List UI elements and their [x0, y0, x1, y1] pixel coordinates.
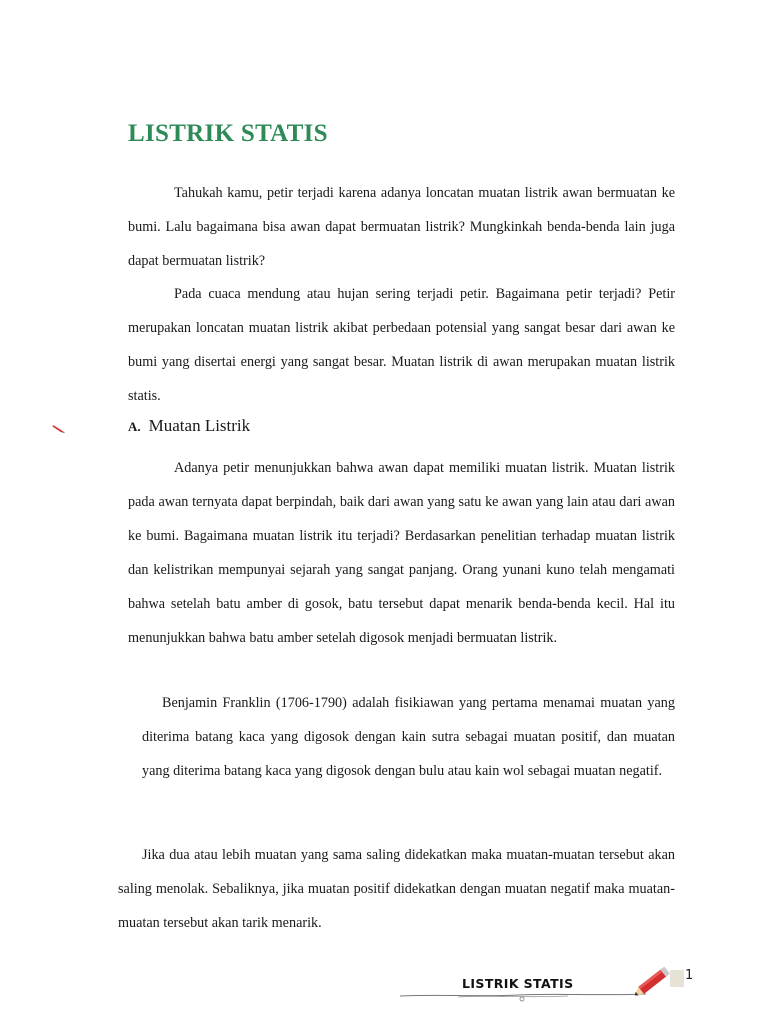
page-number: 1: [685, 968, 694, 983]
page-number-box: [670, 970, 684, 987]
intro-paragraph-2: Pada cuaca mendung atau hujan sering terjadi petir. Bagaimana petir terjadi? Petir merupakan loncatan muatan listrik akibat perbedaan potensial yang sangat besar dari awan ke bumi yang disertai energi yang sangat besar. Muatan listrik di awan merupakan muatan listrik statis.: [128, 286, 675, 404]
section-heading: [128, 416, 250, 436]
document-title: LISTRIK STATIS: [128, 120, 328, 147]
footer-title: LISTRIK STATIS: [462, 976, 574, 991]
section-letter: A.: [128, 419, 141, 434]
pencil-bullet-icon: [52, 423, 66, 433]
intro-paragraph-1: Tahukah kamu, petir terjadi karena adanya loncatan muatan listrik awan bermuatan ke bumi. Lalu bagaimana bisa awan dapat bermuatan listrik? Mungkinkah benda-benda lain juga dapat bermuatan listrik?: [128, 185, 675, 269]
section-title: Muatan Listrik: [148, 416, 251, 435]
section-a-paragraph-2: Benjamin Franklin (1706-1790) adalah fisikiawan yang pertama menamai muatan yang diterima batang kaca yang digosok dengan kain sutra sebagai muatan positif, dan muatan yang diterima batang kaca yang digosok dengan bulu atau kain wol sebagai muatan negatif.: [142, 695, 675, 779]
section-a-paragraph-1: Adanya petir menunjukkan bahwa awan dapat memiliki muatan listrik. Muatan listrik pada awan ternyata dapat berpindah, baik dari awan yang satu ke awan yang lain atau dari awan ke bumi. Bagaimana muatan listrik itu terjadi? Berdasarkan penelitian terhadap muatan listrik dan kelistrikan mempunyai sejarah yang sangat panjang. Orang yunani kuno telah mengamati bahwa setelah batu amber di gosok, batu tersebut dapat menarik benda-benda kecil. Hal itu menunjukkan bahwa batu amber setelah digosok menjadi bermuatan listrik.: [128, 460, 675, 646]
section-a-paragraph-3: Jika dua atau lebih muatan yang sama saling didekatkan maka muatan-muatan tersebut akan saling menolak. Sebaliknya, jika muatan positif didekatkan dengan muatan negatif maka muatan-muatan tersebut akan tarik menarik.: [118, 847, 675, 931]
